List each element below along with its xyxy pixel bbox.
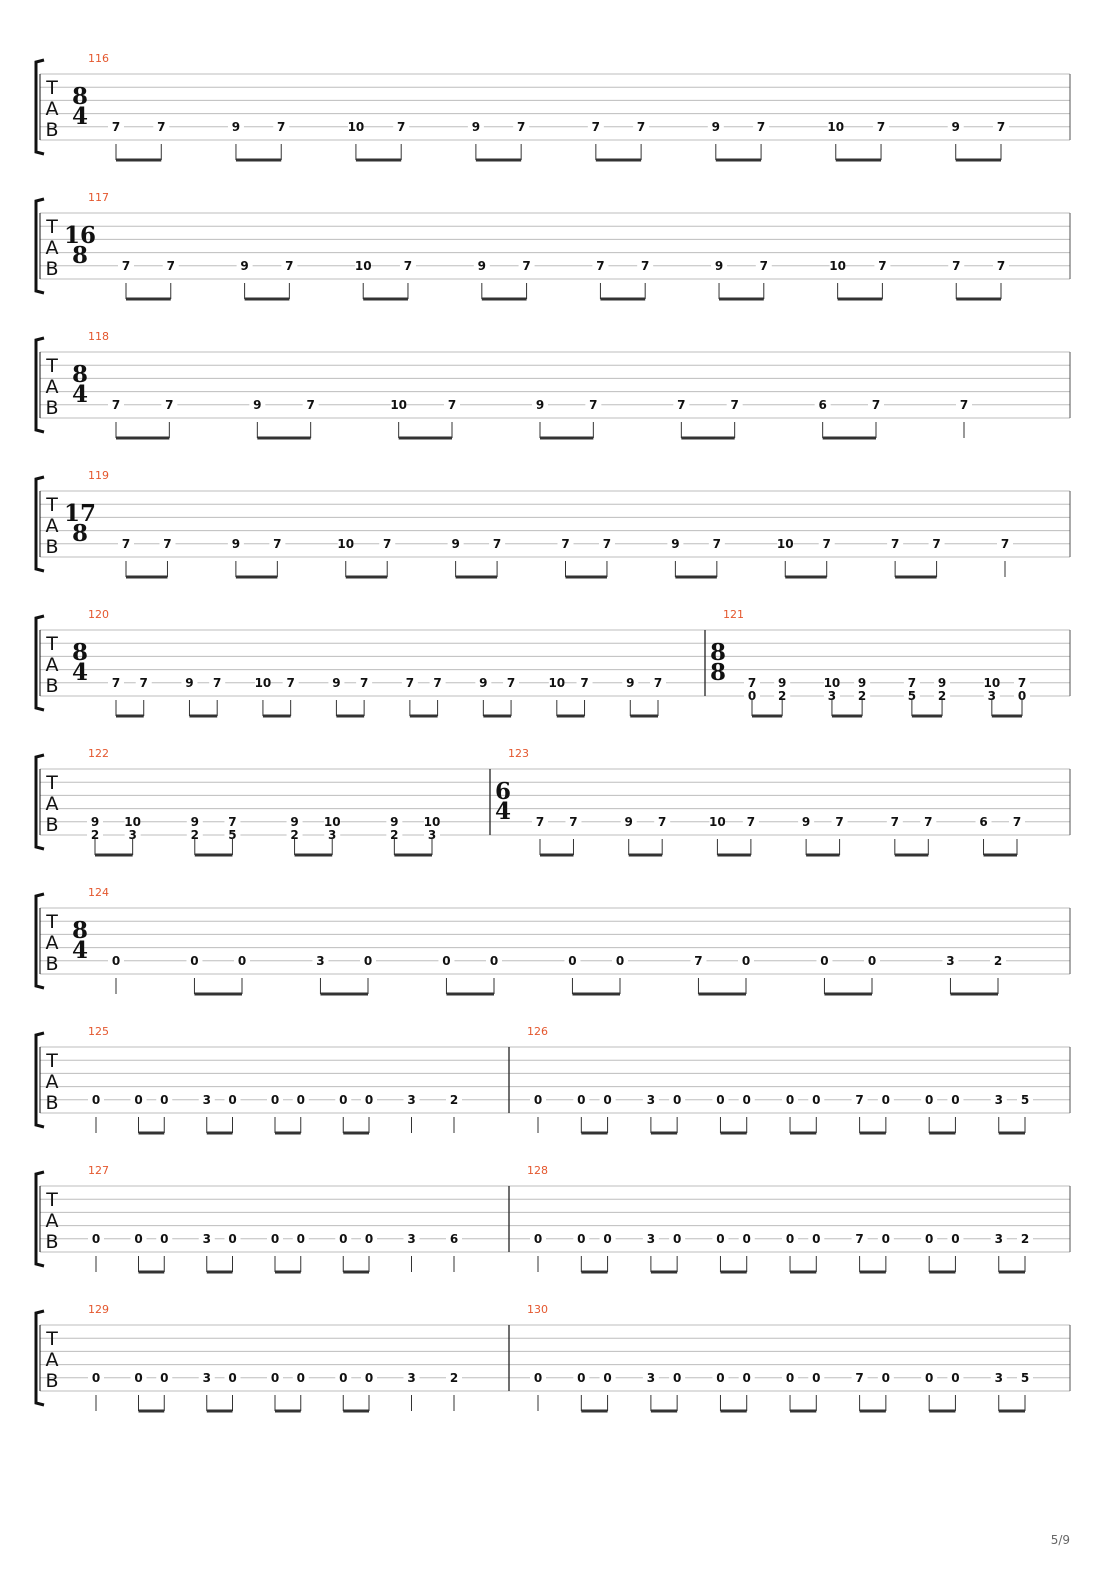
fret-number: 3 xyxy=(328,828,337,842)
fret-number: 7 xyxy=(602,536,612,551)
fret-number: 0 xyxy=(91,1092,101,1107)
fret-number: 0 xyxy=(270,1231,280,1246)
fret-number: 7 xyxy=(876,119,886,134)
tab-clef-letter: A xyxy=(45,1349,59,1371)
tab-clef-letter: T xyxy=(46,1328,58,1350)
fret-number: 7 xyxy=(492,536,502,551)
fret-number: 7 xyxy=(822,536,831,551)
fret-number: 0 xyxy=(270,1092,280,1107)
fret-number: 0 xyxy=(747,689,757,703)
time-signature-numerator: 8 xyxy=(71,917,89,944)
fret-number: 0 xyxy=(134,1092,143,1107)
measure-number: 116 xyxy=(88,52,109,65)
time-signature-denominator: 4 xyxy=(71,381,89,408)
measure-number: 117 xyxy=(88,191,109,204)
tab-clef-letter: B xyxy=(45,814,59,836)
tab-clef-letter: A xyxy=(45,793,59,815)
fret-number: 2 xyxy=(449,1370,459,1385)
fret-number: 7 xyxy=(163,536,172,551)
tab-clef-letter: T xyxy=(46,77,58,99)
fret-number: 0 xyxy=(672,1092,682,1107)
tab-clef-letter: A xyxy=(45,376,59,398)
fret-number: 7 xyxy=(580,675,589,690)
fret-number: 7 xyxy=(855,1231,864,1246)
fret-number: 9 xyxy=(332,675,341,690)
tab-clef-letter: B xyxy=(45,119,59,141)
fret-number: 3 xyxy=(994,1370,1003,1385)
fret-number: 7 xyxy=(759,258,768,273)
fret-number: 7 xyxy=(273,536,282,551)
fret-number: 2 xyxy=(390,828,399,842)
fret-number: 0 xyxy=(489,953,499,968)
fret-number: 0 xyxy=(615,953,625,968)
fret-number: 0 xyxy=(364,1370,374,1385)
fret-number: 0 xyxy=(577,1092,586,1107)
measure-number: 125 xyxy=(88,1025,109,1038)
time-signature-numerator: 17 xyxy=(63,500,97,527)
fret-number: 7 xyxy=(535,814,545,829)
fret-number: 9 xyxy=(90,814,100,829)
fret-number: 7 xyxy=(855,1370,864,1385)
fret-number: 0 xyxy=(228,1231,237,1246)
fret-number: 7 xyxy=(111,675,121,690)
fret-number: 9 xyxy=(451,536,460,551)
fret-number: 0 xyxy=(741,953,751,968)
tab-clef-letter: A xyxy=(45,98,59,120)
fret-number: 10 xyxy=(337,536,355,551)
tab-clef-letter: B xyxy=(45,258,59,280)
fret-number: 7 xyxy=(1012,814,1022,829)
fret-number: 0 xyxy=(160,1231,169,1246)
fret-number: 3 xyxy=(646,1092,656,1107)
fret-number: 2 xyxy=(777,689,787,703)
fret-number: 0 xyxy=(785,1092,795,1107)
fret-number: 0 xyxy=(820,953,829,968)
fret-number: 0 xyxy=(716,1231,725,1246)
fret-number: 0 xyxy=(296,1231,305,1246)
fret-number: 9 xyxy=(185,675,194,690)
fret-number: 7 xyxy=(157,119,166,134)
fret-number: 3 xyxy=(128,828,137,842)
fret-number: 3 xyxy=(646,1231,656,1246)
fret-number: 0 xyxy=(339,1092,348,1107)
fret-number: 0 xyxy=(603,1092,612,1107)
fret-number: 2 xyxy=(449,1092,459,1107)
fret-number: 9 xyxy=(231,119,241,134)
fret-number: 0 xyxy=(812,1092,821,1107)
measure-number: 119 xyxy=(88,469,109,482)
fret-number: 9 xyxy=(626,675,635,690)
tab-clef-letter: T xyxy=(46,633,58,655)
tab-clef-letter: B xyxy=(45,1370,59,1392)
fret-number: 3 xyxy=(946,953,955,968)
time-signature-denominator: 8 xyxy=(71,242,89,269)
fret-number: 10 xyxy=(776,536,794,551)
tab-clef-letter: A xyxy=(45,1071,59,1093)
fret-number: 0 xyxy=(134,1370,143,1385)
tab-clef-letter: T xyxy=(46,911,58,933)
fret-number: 0 xyxy=(951,1092,960,1107)
fret-number: 0 xyxy=(339,1370,348,1385)
fret-number: 0 xyxy=(339,1231,348,1246)
fret-number: 7 xyxy=(111,397,121,412)
fret-number: 3 xyxy=(994,1231,1003,1246)
fret-number: 7 xyxy=(1000,536,1010,551)
fret-number: 10 xyxy=(829,258,846,273)
fret-number: 7 xyxy=(591,119,601,134)
fret-number: 9 xyxy=(479,675,488,690)
fret-number: 7 xyxy=(306,397,315,412)
tab-clef-letter: T xyxy=(46,772,58,794)
tab-clef-letter: A xyxy=(45,237,59,259)
measure-number: 130 xyxy=(527,1303,548,1316)
fret-number: 7 xyxy=(569,814,578,829)
fret-number: 7 xyxy=(1017,675,1027,690)
tab-clef-letter: A xyxy=(45,1210,59,1232)
measure-number: 123 xyxy=(508,747,529,760)
fret-number: 0 xyxy=(1017,689,1027,703)
fret-number: 0 xyxy=(160,1370,169,1385)
fret-number: 9 xyxy=(477,258,486,273)
tab-clef-letter: T xyxy=(46,355,58,377)
fret-number: 7 xyxy=(213,675,222,690)
fret-number: 0 xyxy=(881,1092,891,1107)
time-signature-numerator: 6 xyxy=(494,778,512,805)
tab-clef-letter: T xyxy=(46,1050,58,1072)
time-signature-denominator: 4 xyxy=(494,798,512,825)
fret-number: 2 xyxy=(290,828,299,842)
fret-number: 0 xyxy=(237,953,247,968)
fret-number: 0 xyxy=(228,1092,237,1107)
fret-number: 6 xyxy=(818,397,827,412)
fret-number: 7 xyxy=(677,397,686,412)
fret-number: 0 xyxy=(363,953,373,968)
page-number: 5/9 xyxy=(1050,1533,1070,1547)
fret-number: 0 xyxy=(160,1092,169,1107)
time-signature-denominator: 8 xyxy=(71,520,89,547)
tab-clef-letter: A xyxy=(45,932,59,954)
fret-number: 7 xyxy=(397,119,406,134)
fret-number: 7 xyxy=(111,119,121,134)
fret-number: 10 xyxy=(124,814,142,829)
tab-clef-letter: B xyxy=(45,953,59,975)
fret-number: 7 xyxy=(730,397,739,412)
measure-number: 124 xyxy=(88,886,109,899)
fret-number: 10 xyxy=(354,258,372,273)
fret-number: 9 xyxy=(777,675,787,690)
measure-number: 126 xyxy=(527,1025,548,1038)
fret-number: 0 xyxy=(785,1231,795,1246)
fret-number: 9 xyxy=(390,814,399,829)
fret-number: 0 xyxy=(812,1231,821,1246)
tab-clef-letter: A xyxy=(45,515,59,537)
fret-number: 0 xyxy=(716,1370,725,1385)
fret-number: 10 xyxy=(423,814,441,829)
fret-number: 10 xyxy=(323,814,341,829)
tab-clef-letter: B xyxy=(45,397,59,419)
fret-number: 7 xyxy=(403,258,413,273)
fret-number: 0 xyxy=(867,953,877,968)
fret-number: 3 xyxy=(202,1092,211,1107)
fret-number: 3 xyxy=(407,1370,416,1385)
fret-number: 6 xyxy=(449,1231,459,1246)
fret-number: 0 xyxy=(603,1370,612,1385)
time-signature-numerator: 8 xyxy=(71,639,89,666)
fret-number: 7 xyxy=(871,397,881,412)
fret-number: 7 xyxy=(890,536,900,551)
fret-number: 3 xyxy=(827,689,837,703)
fret-number: 0 xyxy=(672,1231,682,1246)
fret-number: 0 xyxy=(672,1370,682,1385)
fret-number: 7 xyxy=(506,675,516,690)
fret-number: 10 xyxy=(347,119,365,134)
fret-number: 0 xyxy=(270,1370,280,1385)
fret-number: 7 xyxy=(359,675,369,690)
time-signature-numerator: 8 xyxy=(71,83,89,110)
fret-number: 7 xyxy=(383,536,392,551)
fret-number: 7 xyxy=(139,675,148,690)
tab-clef-letter: T xyxy=(46,216,58,238)
fret-number: 7 xyxy=(890,814,900,829)
fret-number: 7 xyxy=(596,258,605,273)
fret-number: 3 xyxy=(994,1092,1003,1107)
fret-number: 0 xyxy=(577,1370,586,1385)
fret-number: 9 xyxy=(253,397,262,412)
fret-number: 7 xyxy=(712,536,722,551)
fret-number: 0 xyxy=(716,1092,725,1107)
fret-number: 9 xyxy=(937,675,947,690)
tab-clef-letter: B xyxy=(45,536,59,558)
fret-number: 2 xyxy=(993,953,1003,968)
fret-number: 10 xyxy=(983,675,1001,690)
time-signature-numerator: 8 xyxy=(71,361,89,388)
fret-number: 9 xyxy=(711,119,720,134)
fret-number: 0 xyxy=(364,1092,374,1107)
fret-number: 3 xyxy=(987,689,997,703)
fret-number: 0 xyxy=(533,1092,543,1107)
measure-number: 120 xyxy=(88,608,109,621)
fret-number: 0 xyxy=(364,1231,374,1246)
fret-number: 7 xyxy=(286,675,295,690)
fret-number: 9 xyxy=(535,397,545,412)
fret-number: 7 xyxy=(746,814,756,829)
fret-number: 3 xyxy=(202,1370,211,1385)
fret-number: 7 xyxy=(121,258,131,273)
fret-number: 7 xyxy=(694,953,703,968)
fret-number: 7 xyxy=(952,258,961,273)
fret-number: 7 xyxy=(228,814,237,829)
fret-number: 2 xyxy=(190,828,199,842)
time-signature-denominator: 4 xyxy=(71,103,89,130)
fret-number: 0 xyxy=(296,1092,305,1107)
fret-number: 7 xyxy=(433,675,442,690)
fret-number: 7 xyxy=(589,397,598,412)
measure-number: 128 xyxy=(527,1164,548,1177)
fret-number: 7 xyxy=(924,814,933,829)
fret-number: 3 xyxy=(427,828,437,842)
fret-number: 9 xyxy=(471,119,481,134)
fret-number: 10 xyxy=(254,675,272,690)
fret-number: 3 xyxy=(316,953,325,968)
fret-number: 7 xyxy=(516,119,526,134)
fret-number: 7 xyxy=(165,397,174,412)
fret-number: 7 xyxy=(166,258,175,273)
tab-clef-letter: B xyxy=(45,1092,59,1114)
tab-clef-letter: A xyxy=(45,654,59,676)
fret-number: 0 xyxy=(296,1370,305,1385)
fret-number: 0 xyxy=(785,1370,795,1385)
fret-number: 2 xyxy=(857,689,867,703)
fret-number: 7 xyxy=(636,119,646,134)
fret-number: 0 xyxy=(228,1370,237,1385)
fret-number: 9 xyxy=(671,536,680,551)
fret-number: 0 xyxy=(951,1370,960,1385)
fret-number: 0 xyxy=(742,1231,751,1246)
tab-clef-letter: T xyxy=(46,494,58,516)
fret-number: 0 xyxy=(881,1231,891,1246)
fret-number: 0 xyxy=(603,1231,612,1246)
fret-number: 7 xyxy=(932,536,941,551)
fret-number: 0 xyxy=(91,1370,101,1385)
fret-number: 2 xyxy=(1020,1231,1030,1246)
time-signature-numerator: 8 xyxy=(709,639,727,666)
fret-number: 0 xyxy=(134,1231,143,1246)
fret-number: 7 xyxy=(405,675,415,690)
fret-number: 5 xyxy=(1020,1370,1030,1385)
fret-number: 5 xyxy=(228,828,237,842)
fret-number: 7 xyxy=(756,119,766,134)
fret-number: 9 xyxy=(801,814,811,829)
fret-number: 0 xyxy=(924,1092,934,1107)
fret-number: 9 xyxy=(240,258,249,273)
fret-number: 10 xyxy=(823,675,841,690)
fret-number: 7 xyxy=(522,258,531,273)
fret-number: 7 xyxy=(277,119,286,134)
fret-number: 7 xyxy=(653,675,663,690)
fret-number: 10 xyxy=(827,119,845,134)
fret-number: 9 xyxy=(190,814,199,829)
fret-number: 0 xyxy=(924,1370,934,1385)
fret-number: 7 xyxy=(657,814,667,829)
fret-number: 0 xyxy=(812,1370,821,1385)
measure-number: 127 xyxy=(88,1164,109,1177)
fret-number: 0 xyxy=(742,1092,751,1107)
fret-number: 0 xyxy=(533,1370,543,1385)
time-signature-denominator: 4 xyxy=(71,659,89,686)
measure-number: 118 xyxy=(88,330,109,343)
fret-number: 10 xyxy=(709,814,726,829)
measure-number: 129 xyxy=(88,1303,109,1316)
tab-clef-letter: B xyxy=(45,675,59,697)
fret-number: 0 xyxy=(533,1231,543,1246)
fret-number: 10 xyxy=(548,675,566,690)
fret-number: 0 xyxy=(951,1231,960,1246)
fret-number: 3 xyxy=(202,1231,211,1246)
time-signature-denominator: 4 xyxy=(71,937,89,964)
tab-clef-letter: B xyxy=(45,1231,59,1253)
fret-number: 3 xyxy=(646,1370,656,1385)
fret-number: 0 xyxy=(190,953,199,968)
fret-number: 5 xyxy=(907,689,917,703)
fret-number: 0 xyxy=(91,1231,101,1246)
measure-number: 122 xyxy=(88,747,109,760)
fret-number: 7 xyxy=(447,397,457,412)
fret-number: 9 xyxy=(290,814,299,829)
fret-number: 7 xyxy=(996,119,1006,134)
fret-number: 7 xyxy=(996,258,1006,273)
fret-number: 2 xyxy=(90,828,100,842)
fret-number: 7 xyxy=(747,675,757,690)
fret-number: 0 xyxy=(881,1370,891,1385)
fret-number: 7 xyxy=(285,258,294,273)
fret-number: 5 xyxy=(1020,1092,1030,1107)
fret-number: 7 xyxy=(835,814,844,829)
time-signature-numerator: 16 xyxy=(63,222,97,249)
fret-number: 7 xyxy=(641,258,650,273)
fret-number: 9 xyxy=(231,536,241,551)
measure-number: 121 xyxy=(723,608,744,621)
fret-number: 7 xyxy=(878,258,887,273)
fret-number: 10 xyxy=(390,397,408,412)
fret-number: 9 xyxy=(624,814,633,829)
fret-number: 7 xyxy=(907,675,917,690)
fret-number: 0 xyxy=(111,953,121,968)
fret-number: 0 xyxy=(742,1370,751,1385)
fret-number: 9 xyxy=(857,675,867,690)
fret-number: 3 xyxy=(407,1231,416,1246)
fret-number: 7 xyxy=(855,1092,864,1107)
fret-number: 6 xyxy=(979,814,988,829)
fret-number: 7 xyxy=(959,397,969,412)
fret-number: 0 xyxy=(568,953,577,968)
fret-number: 0 xyxy=(442,953,451,968)
tab-clef-letter: T xyxy=(46,1189,58,1211)
fret-number: 0 xyxy=(577,1231,586,1246)
fret-number: 2 xyxy=(937,689,947,703)
time-signature-denominator: 8 xyxy=(709,659,727,686)
fret-number: 7 xyxy=(121,536,131,551)
fret-number: 3 xyxy=(407,1092,416,1107)
fret-number: 0 xyxy=(924,1231,934,1246)
fret-number: 9 xyxy=(714,258,724,273)
fret-number: 9 xyxy=(951,119,960,134)
fret-number: 7 xyxy=(561,536,570,551)
